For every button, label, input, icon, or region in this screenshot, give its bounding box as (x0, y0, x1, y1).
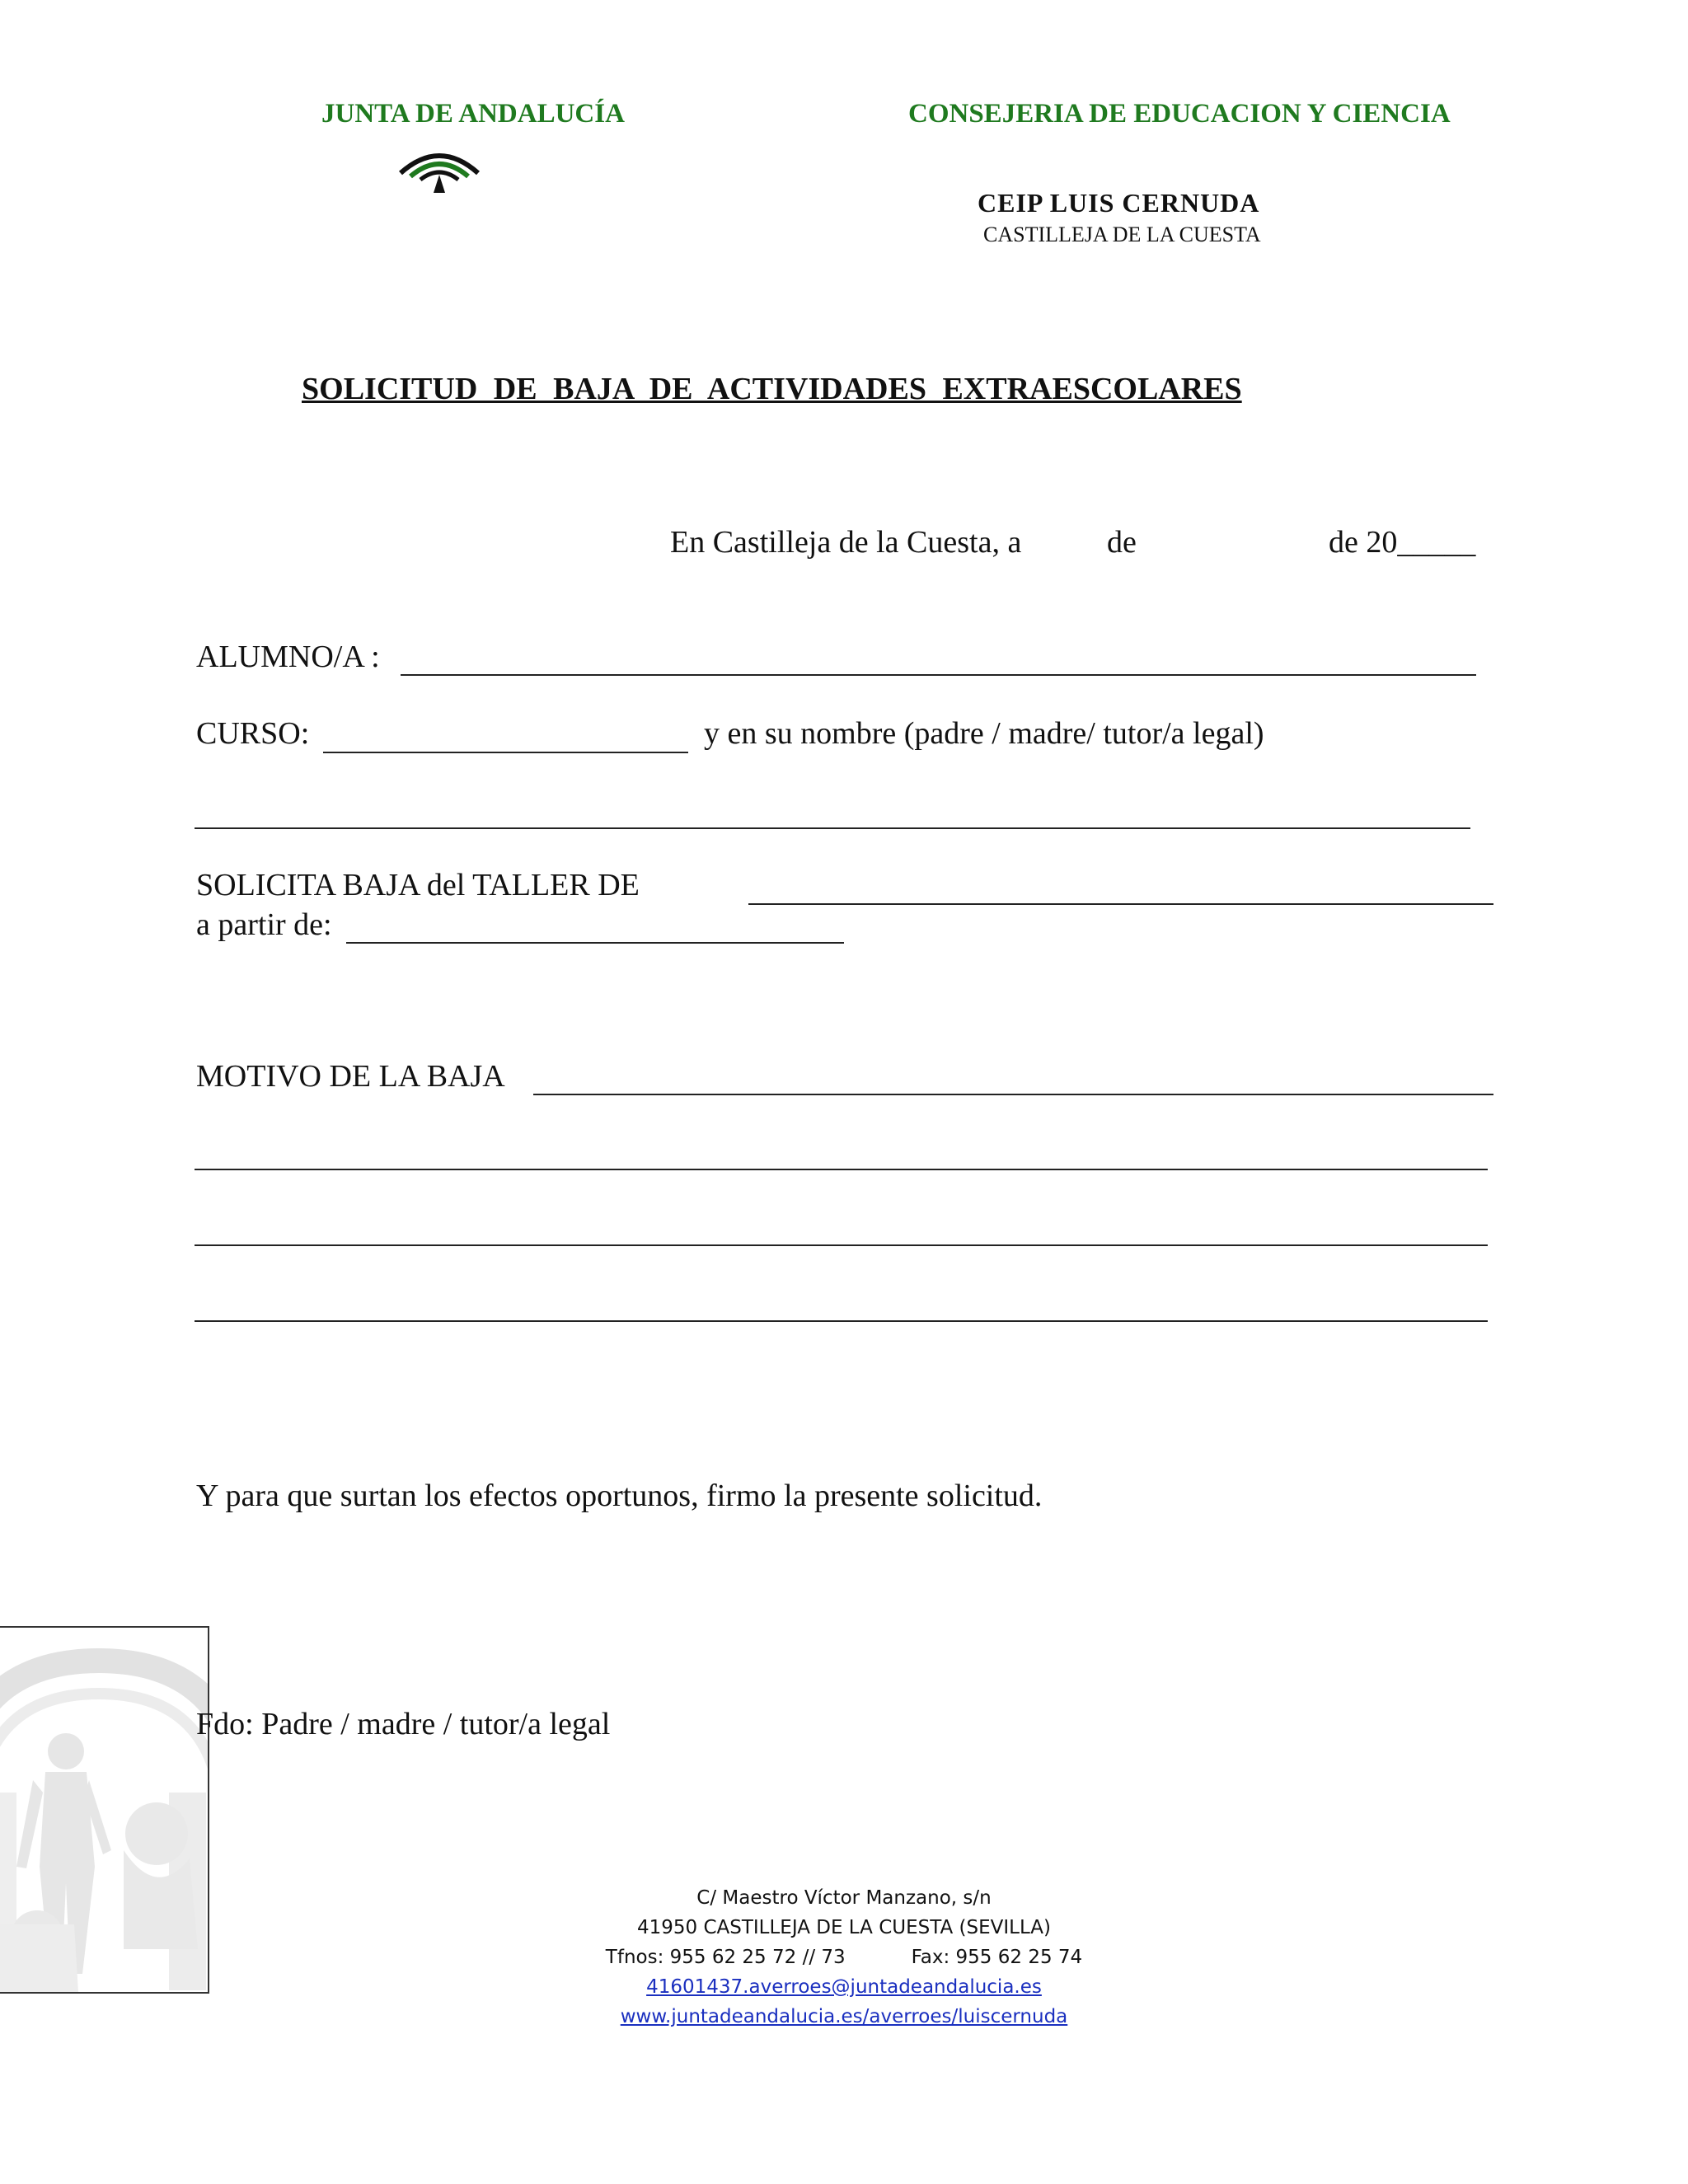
motivo-line-4[interactable] (195, 1320, 1488, 1322)
partir-label: a partir de: (196, 907, 332, 942)
motivo-line-2[interactable] (195, 1169, 1488, 1170)
andalucia-seal-watermark (0, 1626, 209, 1994)
motivo-label: MOTIVO DE LA BAJA (196, 1059, 505, 1094)
motivo-line-3[interactable] (195, 1244, 1488, 1246)
form-title: SOLICITUD DE BAJA DE ACTIVIDADES EXTRAESCOLARES (302, 372, 1242, 406)
footer-fax: Fax: 955 62 25 74 (911, 1947, 1083, 1968)
footer-email-row (0, 1976, 1688, 1998)
junta-andalucia-logo-icon (394, 142, 485, 199)
date-de-2: de 20_____ (1329, 525, 1476, 560)
signature-label: Fdo: Padre / madre / tutor/a legal (196, 1707, 611, 1741)
closing-text: Y para que surtan los efectos oportunos, firmo la presente solicitud. (196, 1479, 1043, 1513)
footer-contact (0, 1947, 1688, 1968)
curso-field[interactable] (323, 752, 688, 753)
footer-web-link[interactable]: www.juntadeandalucia.es/averroes/luiscernuda (620, 2006, 1068, 2027)
date-de-1: de (1107, 525, 1137, 560)
footer-phones: Tfnos: 955 62 25 72 // 73 (605, 1947, 846, 1968)
footer-web-row (0, 2006, 1688, 2027)
alumno-field[interactable] (401, 674, 1476, 676)
partir-field[interactable] (346, 942, 844, 944)
motivo-field[interactable] (533, 1094, 1493, 1095)
footer-address: C/ Maestro Víctor Manzano, s/n (696, 1887, 992, 1909)
solicita-label: SOLICITA BAJA del TALLER DE (196, 868, 640, 902)
date-prefix: En Castilleja de la Cuesta, a (670, 525, 1022, 560)
taller-field[interactable] (748, 903, 1493, 905)
header-right-title: CONSEJERIA DE EDUCACION Y CIENCIA (908, 99, 1451, 129)
alumno-label: ALUMNO/A : (196, 640, 380, 674)
parent-name-field[interactable] (195, 827, 1470, 829)
curso-suffix: y en su nombre (padre / madre/ tutor/a legal) (704, 716, 1264, 751)
header-left-title: JUNTA DE ANDALUCÍA (321, 99, 625, 129)
curso-label: CURSO: (196, 716, 310, 751)
school-name: CEIP LUIS CERNUDA (978, 188, 1260, 218)
footer-city: 41950 CASTILLEJA DE LA CUESTA (SEVILLA) (636, 1917, 1052, 1938)
school-town: CASTILLEJA DE LA CUESTA (983, 223, 1261, 246)
footer-email-link[interactable]: 41601437.averroes@juntadeandalucia.es (646, 1976, 1042, 1998)
